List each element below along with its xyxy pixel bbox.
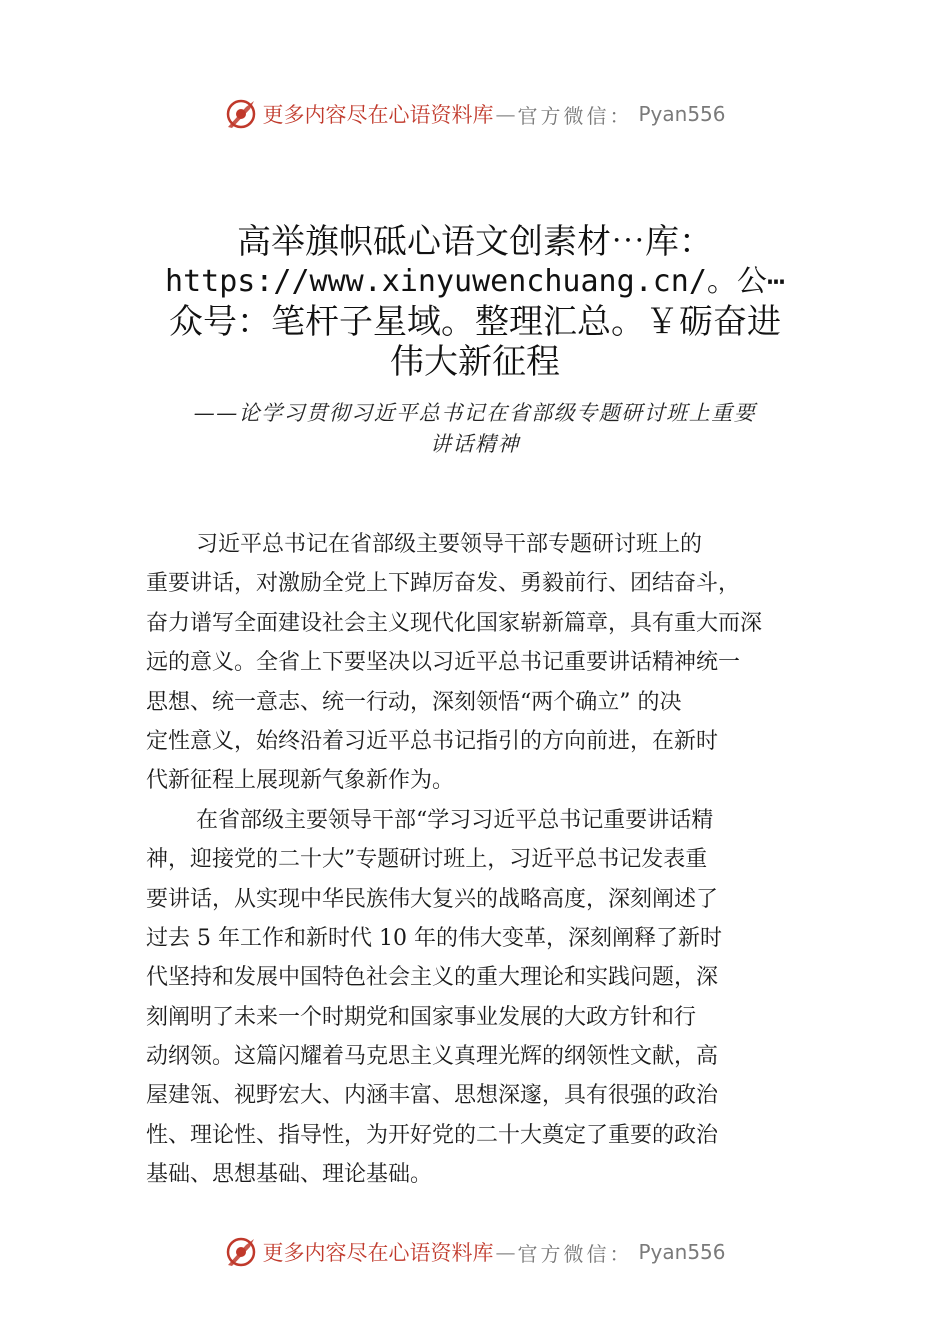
banner-wechat-id: Pyan556 (638, 102, 726, 126)
banner-label: 官方微信： (517, 103, 633, 128)
text-line: 屋建瓴、视野宏大、内涵丰富、思想深邃，具有很强的政治 (146, 1083, 719, 1109)
document-subtitle (140, 398, 810, 460)
text-line: 重要讲话，对激励全党上下踔厉奋发、勇毅前行、团结奋斗， (146, 571, 741, 597)
document-body (146, 525, 816, 1195)
paragraph-2 (146, 801, 816, 1195)
text-line: 过去 5 年工作和新时代 10 年的伟大变革，深刻阐释了新时 (146, 925, 722, 951)
paragraph-1 (146, 525, 816, 801)
title-line: 众号：笔杆子星域。整理汇总。￥砺奋进 (169, 302, 781, 342)
text-line: 动纲领。这篇闪耀着马克思主义真理光辉的纲领性文献，高 (146, 1044, 719, 1070)
text-line: 性、理论性、指导性，为开好党的二十大奠定了重要的政治 (146, 1122, 719, 1148)
text-line: 思想、统一意志、统一行动，深刻领悟“两个确立” 的决 (146, 689, 682, 715)
subtitle-line: 讲话精神 (430, 432, 520, 456)
text-line: 远的意义。全省上下要坚决以习近平总书记重要讲话精神统一 (146, 650, 741, 676)
text-line: 刻阐明了未来一个时期党和国家事业发展的大政方针和行 (146, 1004, 697, 1030)
title-line: 伟大新征程 (390, 342, 560, 382)
text-line: 代坚持和发展中国特色社会主义的重大理论和实践问题，深 (146, 965, 719, 991)
banner-dash: — (495, 1240, 516, 1264)
subtitle-line: ——论学习贯彻习近平总书记在省部级专题研讨班上重要 (193, 401, 757, 425)
document-title (110, 222, 840, 382)
text-line: 习近平总书记在省部级主要领导干部专题研讨班上的 (196, 532, 703, 557)
banner-brand-text: 更多内容尽在心语资料库 (262, 103, 494, 127)
banner-dash: — (495, 102, 516, 126)
title-line: 高举旗帜砥心语文创素材⋯库： (237, 222, 713, 262)
quill-pen-logo-icon (224, 97, 258, 131)
text-line: 代新征程上展现新气象新作为。 (146, 768, 455, 794)
banner-label: 官方微信： (517, 1241, 633, 1266)
footer-banner (0, 1232, 950, 1272)
banner-brand-text: 更多内容尽在心语资料库 (262, 1241, 494, 1265)
text-line: 在省部级主要领导干部“学习习近平总书记重要讲话精 (196, 807, 714, 833)
banner-wechat-id: Pyan556 (638, 1240, 726, 1264)
quill-pen-logo-icon (224, 1235, 258, 1269)
header-banner (0, 94, 950, 134)
text-line: 要讲话，从实现中华民族伟大复兴的战略高度，深刻阐述了 (146, 886, 719, 912)
text-line: 定性意义，始终沿着习近平总书记指引的方向前进，在新时 (146, 728, 719, 754)
title-line: https://www.xinyuwenchuang.cn/。公⋯ (165, 264, 785, 299)
text-line: 神，迎接党的二十大”专题研讨班上，习近平总书记发表重 (146, 847, 708, 873)
text-line: 基础、思想基础、理论基础。 (146, 1162, 433, 1188)
text-line: 奋力谱写全面建设社会主义现代化国家崭新篇章，具有重大而深 (146, 610, 763, 636)
